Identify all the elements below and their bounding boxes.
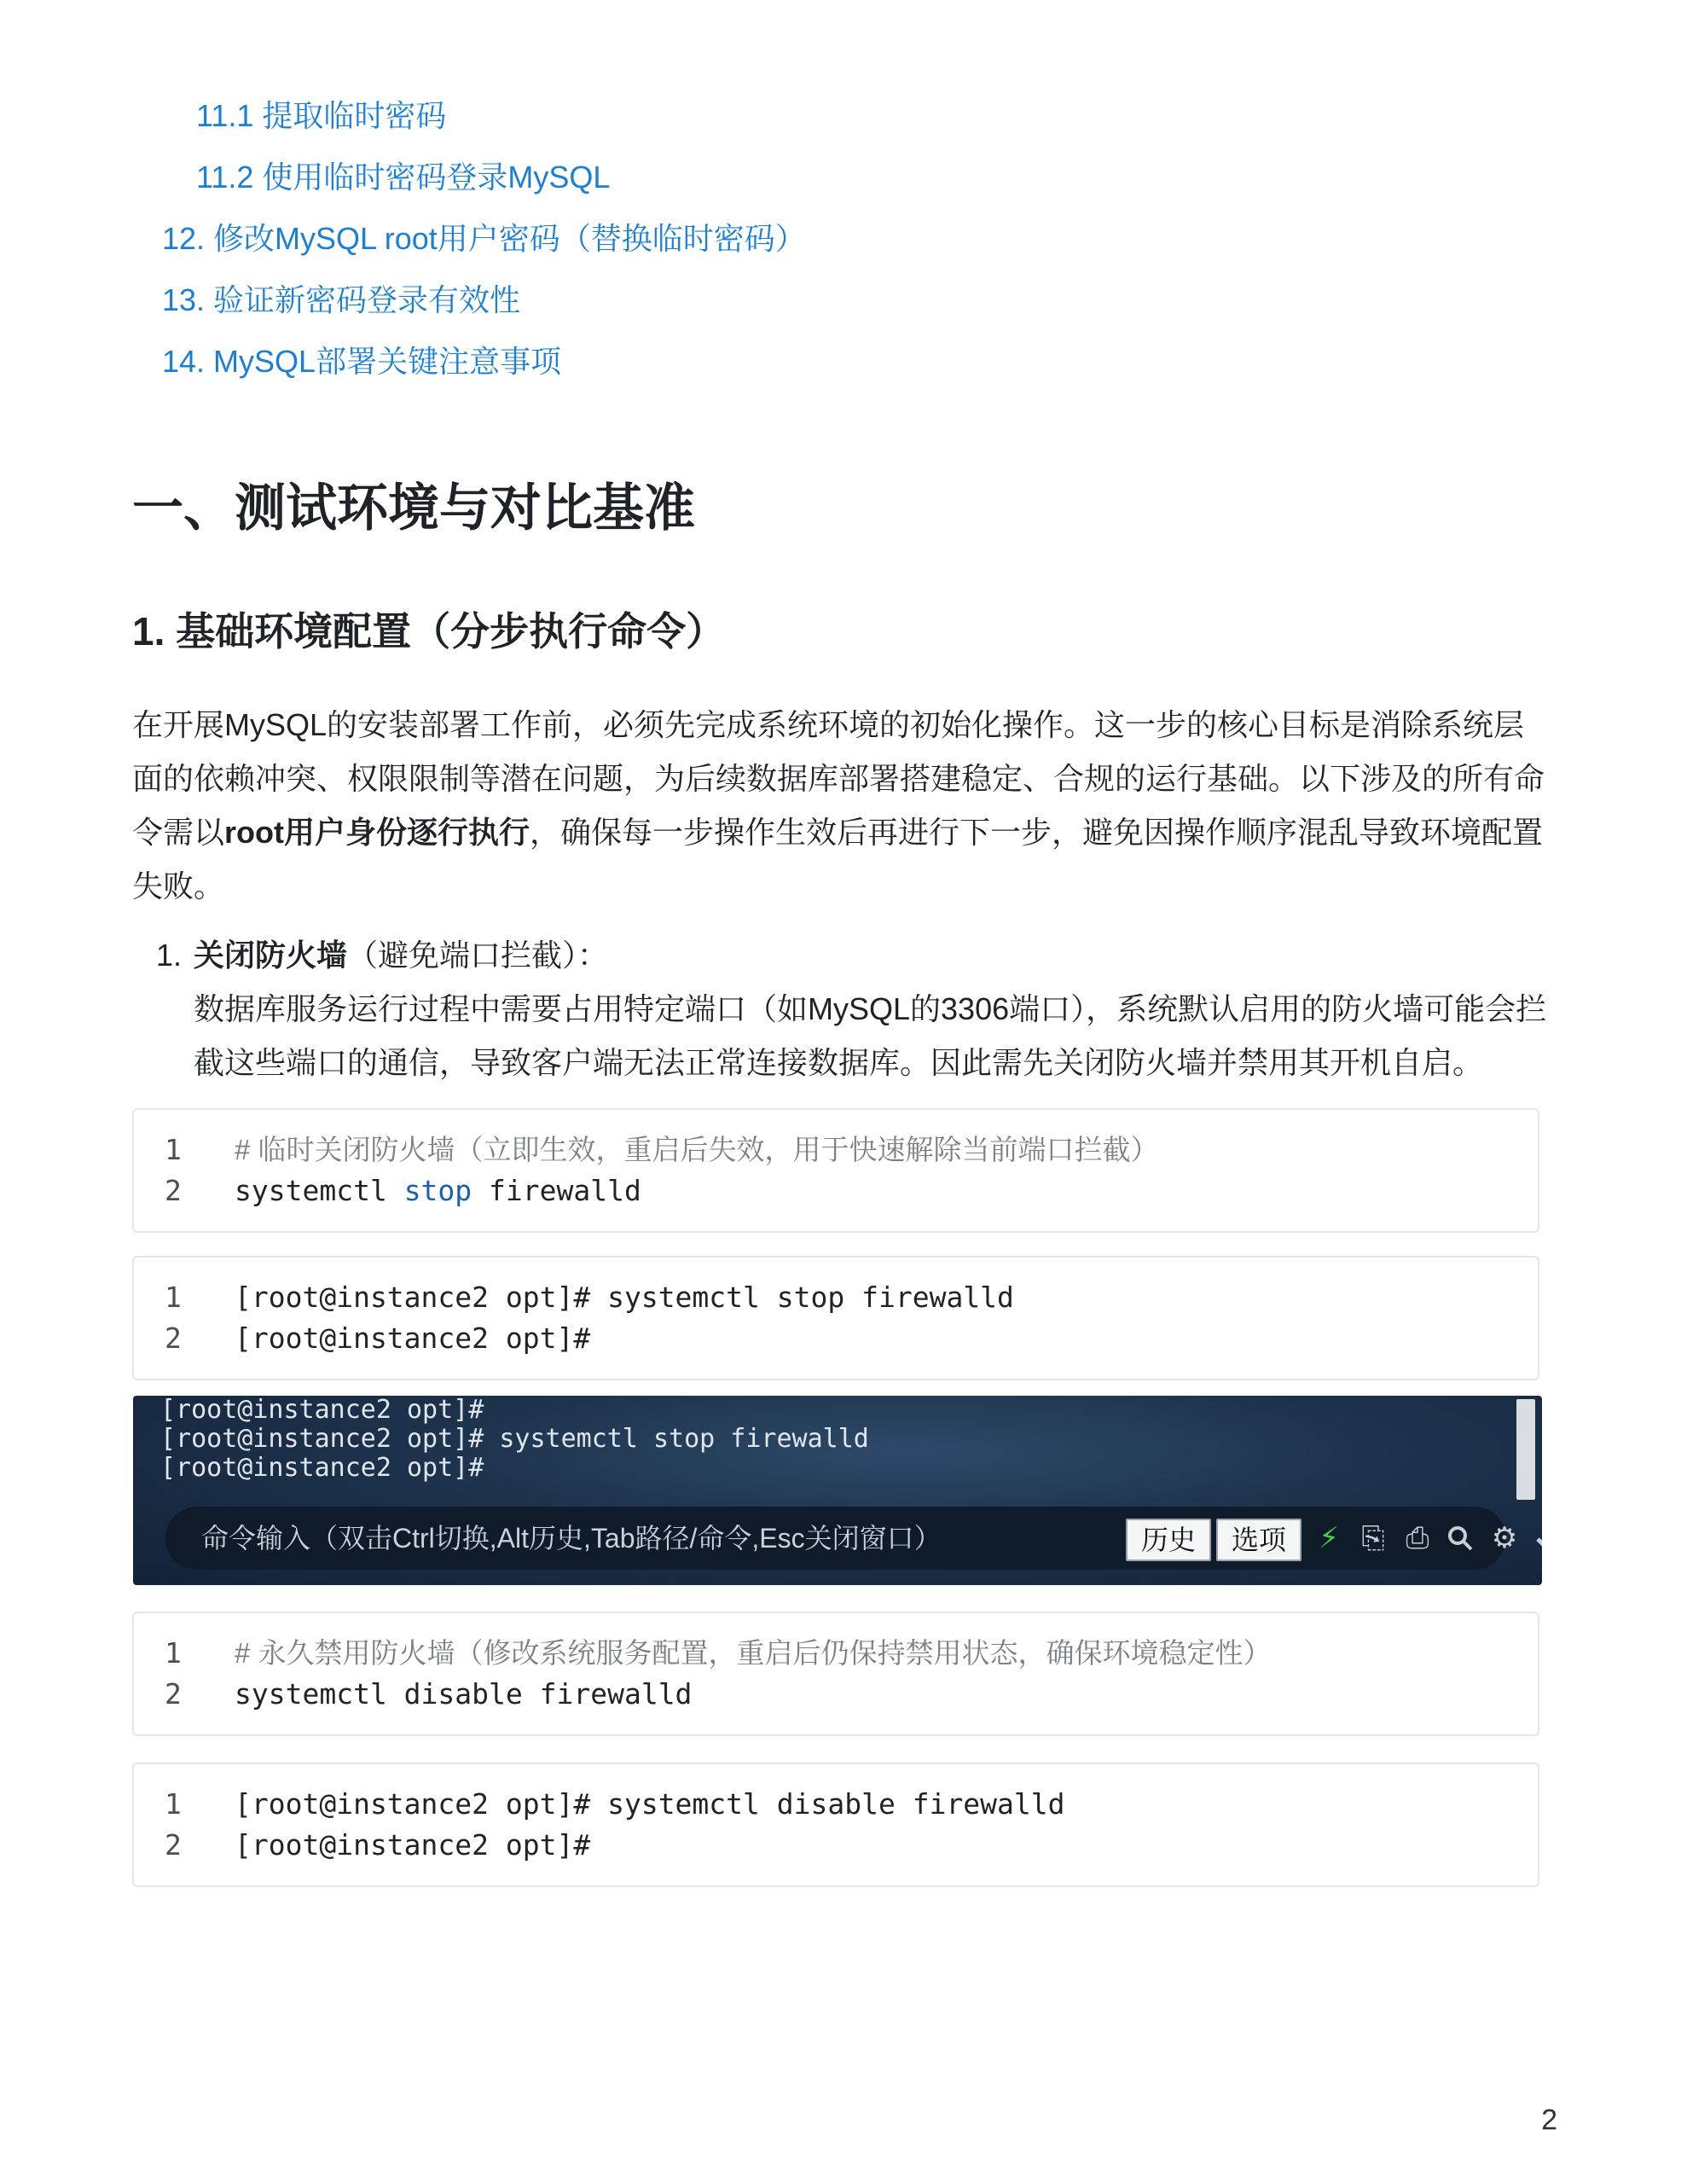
copy-icon[interactable]: ⎘ [1361,1522,1385,1554]
download-icon[interactable] [1530,1517,1542,1560]
line-number: 2 [165,1828,182,1862]
code-block-stop-output[interactable] [132,1256,1539,1380]
code-text [235,1170,641,1212]
list-body [194,928,1558,1089]
options-button[interactable]: 选项 [1216,1519,1301,1561]
code-text: systemctl disable firewalld [235,1677,693,1711]
line-number: 1 [165,1636,182,1670]
terminal-screenshot [133,1396,1542,1585]
code-rest: firewalld [472,1174,641,1207]
intro-paragraph [132,698,1548,913]
toc-item-12[interactable]: 12. 修改MySQL root用户密码（替换临时密码） [162,221,806,256]
gear-icon[interactable]: ⚙ [1491,1522,1518,1554]
subsection-title: 1. 基础环境配置（分步执行命令） [132,609,726,653]
code-text: [root@instance2 opt]# systemctl disable firewalld [235,1787,1065,1821]
list-number: 1. [156,938,183,973]
list-title-bold: 关闭防火墙 [194,938,348,973]
code-comment: # 永久禁用防火墙（修改系统服务配置，重启后仍保持禁用状态，确保环境稳定性） [235,1637,1272,1669]
toc-item-13[interactable]: 13. 验证新密码登录有效性 [162,282,521,317]
terminal-line: [root@instance2 opt]# [160,1453,484,1483]
toc-item-14[interactable]: 14. MySQL部署关键注意事项 [162,344,562,379]
section-title: 一、测试环境与对比基准 [132,479,695,537]
line-number: 1 [165,1281,182,1314]
intro-text-1: 在开展MySQL的安装部署工作前，必须先完成系统环境的初始化操作。这一步的核心目标是消除系统层面的依赖冲突、权限限制等潜在问题，为后续数据库部署搭建稳定、合规的运行基础。以下涉及的所有命令需以 [132,707,1545,850]
terminal-line: [root@instance2 opt]# systemctl stop firewalld [160,1424,869,1454]
toc-item-11-1[interactable]: 11.1 提取临时密码 [196,98,447,133]
list-title [194,928,1558,982]
list-title-suffix: （避免端口拦截）： [347,938,609,973]
command-input-bar[interactable] [165,1507,1518,1570]
code-text: [root@instance2 opt]# [235,1321,591,1355]
line-number: 2 [165,1174,182,1207]
code-cmd: systemctl [235,1174,404,1207]
terminal-line: [root@instance2 opt]# [160,1396,484,1425]
lightning-icon[interactable]: ⚡ [1319,1522,1339,1554]
terminal-scrollbar[interactable] [1516,1399,1535,1500]
code-text: [root@instance2 opt]# [235,1828,591,1862]
intro-text-2: ，确保每一步操作生效后再进行下一步，避免因操作顺序混乱导致环境配置失败。 [132,815,1544,903]
page-number: 2 [1541,2104,1557,2136]
code-block-disable-output[interactable] [132,1763,1539,1887]
code-keyword: stop [403,1174,472,1207]
code-text: [root@instance2 opt]# systemctl stop firewalld [235,1281,1014,1314]
list-description: 数据库服务运行过程中需要占用特定端口（如MySQL的3306端口），系统默认启用的防火墙可能会拦截这些端口的通信，导致客户端无法正常连接数据库。因此需先关闭防火墙并禁用其开机自启。 [194,991,1547,1080]
line-number: 2 [165,1321,182,1355]
line-number: 1 [165,1133,182,1166]
code-block-disable-firewall[interactable] [132,1612,1539,1736]
line-number: 2 [165,1677,182,1711]
code-comment: # 临时关闭防火墙（立即生效，重启后失效，用于快速解除当前端口拦截） [235,1134,1159,1165]
intro-bold: root用户身份逐行执行 [224,815,530,850]
line-number: 1 [165,1787,182,1821]
command-input-hint: 命令输入（双击Ctrl切换,Alt历史,Tab路径/命令,Esc关闭窗口） [201,1523,942,1554]
history-button[interactable]: 历史 [1126,1519,1211,1561]
toc-item-11-2[interactable]: 11.2 使用临时密码登录MySQL [196,160,611,195]
code-block-stop-firewall[interactable] [132,1108,1539,1233]
search-icon[interactable] [1443,1517,1477,1560]
paste-icon[interactable]: ⎙ [1406,1522,1429,1554]
